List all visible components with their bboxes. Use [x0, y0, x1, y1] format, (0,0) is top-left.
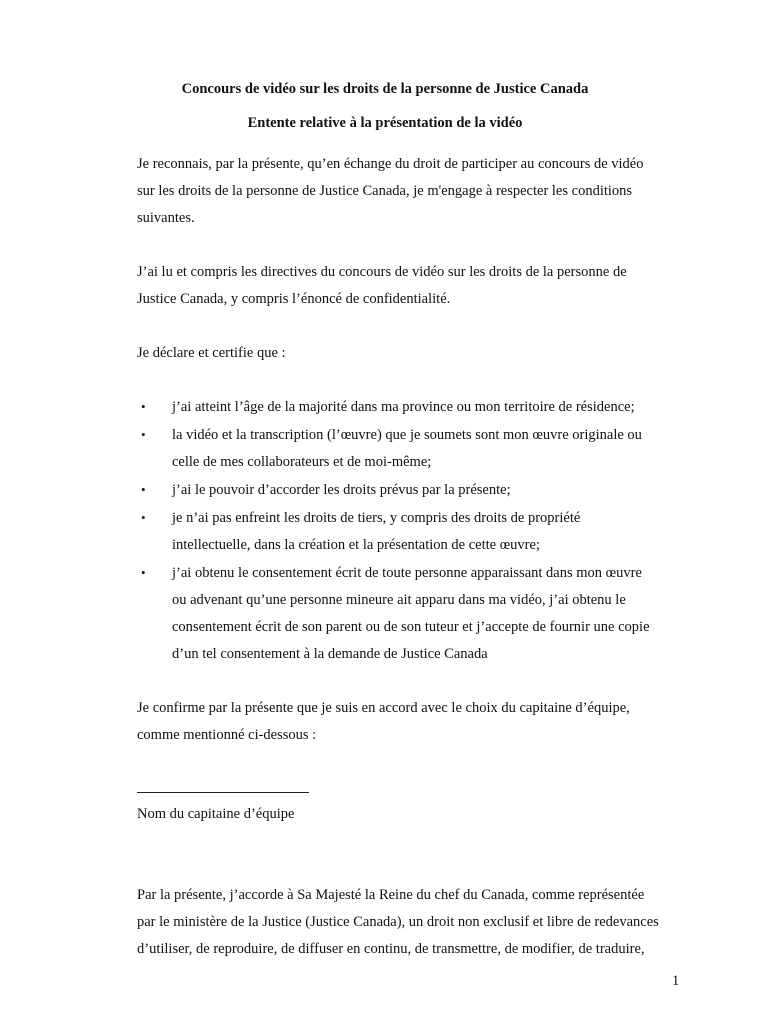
bullet-line: ou advenant qu’une personne mineure ait apparu dans ma vidéo, j’ai obtenu le — [172, 592, 626, 608]
intro-line: suivantes. — [137, 210, 195, 226]
bullet-line: j’ai atteint l’âge de la majorité dans ma province ou mon territoire de résidence; — [172, 399, 635, 415]
read-line: J’ai lu et compris les directives du concours de vidéo sur les droits de la personne de — [137, 264, 627, 280]
grant-line: par le ministère de la Justice (Justice Canada), un droit non exclusif et libre de redevances — [137, 914, 659, 930]
bullet-marker: • — [141, 565, 146, 580]
bullet-marker: • — [141, 510, 146, 525]
grant-line: Par la présente, j’accorde à Sa Majesté la Reine du chef du Canada, comme représentée — [137, 887, 645, 903]
page-number: 1 — [672, 973, 680, 989]
confirm-line: Je confirme par la présente que je suis en accord avec le choix du capitaine d’équipe, — [137, 700, 630, 716]
declare-line: Je déclare et certifie que : — [137, 345, 286, 361]
grant-line: d’utiliser, de reproduire, de diffuser en continu, de transmettre, de modifier, de traduire, — [137, 941, 645, 957]
bullet-marker: • — [141, 482, 146, 497]
document-subtitle: Entente relative à la présentation de la vidéo — [247, 115, 523, 131]
bullet-line: je n’ai pas enfreint les droits de tiers, y compris des droits de propriété — [172, 510, 581, 526]
bullet-line: d’un tel consentement à la demande de Justice Canada — [172, 646, 488, 662]
bullet-marker: • — [141, 427, 146, 442]
signature-label: Nom du capitaine d’équipe — [137, 806, 295, 822]
bullet-line: intellectuelle, dans la création et la présentation de cette œuvre; — [172, 537, 540, 553]
bullet-line: j’ai le pouvoir d’accorder les droits prévus par la présente; — [172, 482, 511, 498]
signature-line — [137, 792, 309, 793]
intro-line: sur les droits de la personne de Justice Canada, je m'engage à respecter les conditions — [137, 183, 633, 199]
bullet-line: j’ai obtenu le consentement écrit de toute personne apparaissant dans mon œuvre — [172, 565, 642, 581]
bullet-line: celle de mes collaborateurs et de moi-même; — [172, 454, 432, 470]
document-title: Concours de vidéo sur les droits de la personne de Justice Canada — [181, 81, 589, 97]
intro-line: Je reconnais, par la présente, qu’en échange du droit de participer au concours de vidéo — [137, 156, 644, 172]
bullet-line: la vidéo et la transcription (l’œuvre) que je soumets sont mon œuvre originale ou — [172, 427, 642, 443]
bullet-marker: • — [141, 399, 146, 414]
confirm-line: comme mentionné ci-dessous : — [137, 727, 317, 743]
bullet-line: consentement écrit de son parent ou de son tuteur et j’accepte de fournir une copie — [172, 619, 650, 635]
read-line: Justice Canada, y compris l’énoncé de confidentialité. — [137, 291, 451, 307]
